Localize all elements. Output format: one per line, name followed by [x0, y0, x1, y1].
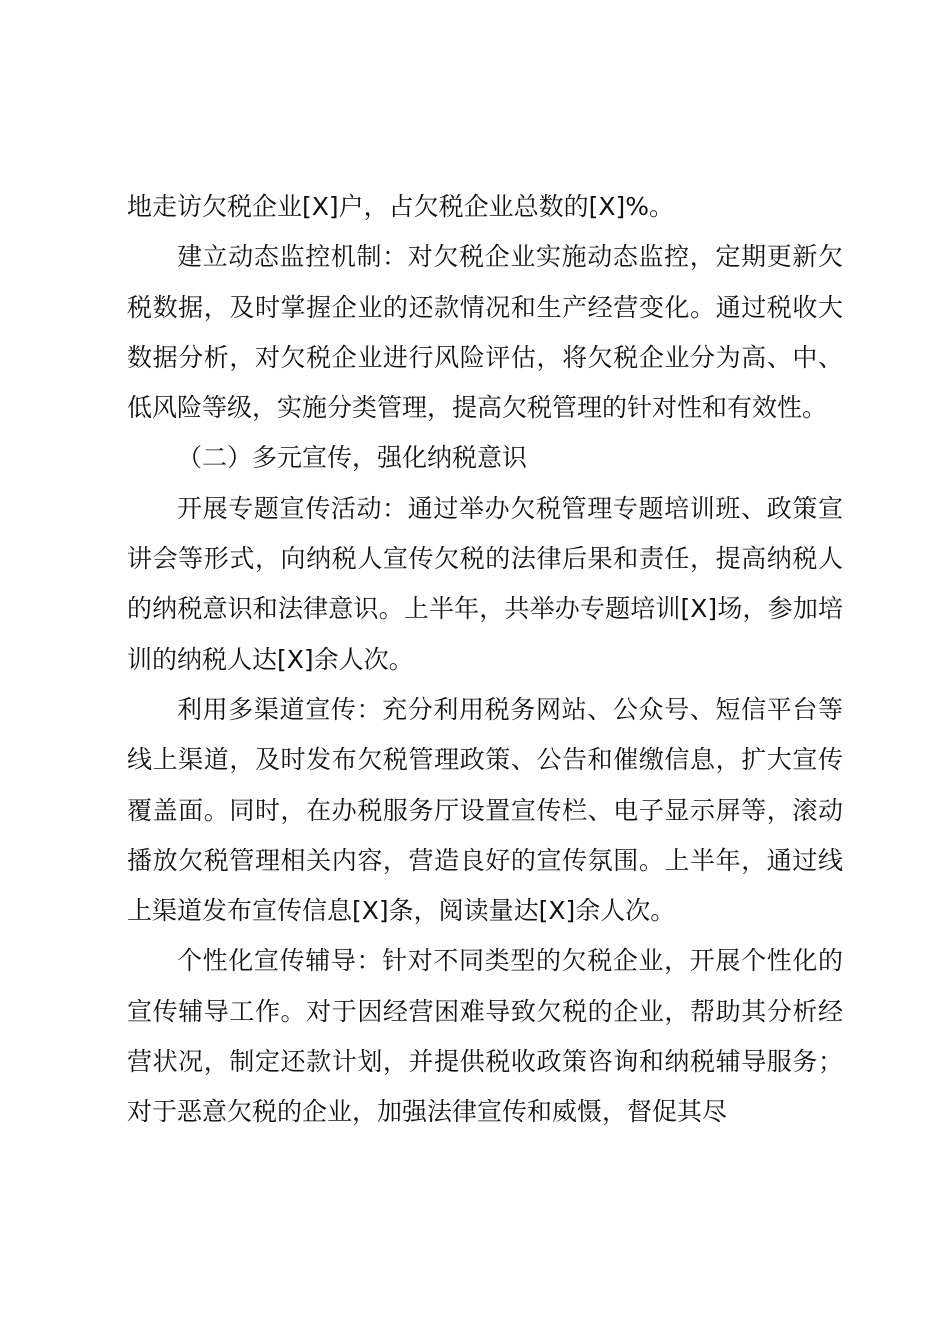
document-body [127, 182, 843, 1138]
paragraph-multichannel: 利用多渠道宣传：充分利用税务网站、公众号、短信平台等线上渠道，及时发布欠税管理政策、公告和催缴信息，扩大宣传覆盖面。同时，在办税服务厅设置宣传栏、电子显示屏等，滚动播放欠税管理相关内容，营造良好的宣传氛围。上半年，通过线上渠道发布宣传信息[X]条，阅读量达[X]余人次。 [127, 694, 843, 926]
paragraph-personalized: 个性化宣传辅导：针对不同类型的欠税企业，开展个性化的宣传辅导工作。对于因经营困难导致欠税的企业，帮助其分析经营状况，制定还款计划，并提供税收政策咨询和纳税辅导服务；对于恶意欠税的企业，加强法律宣传和威慑，督促其尽 [127, 946, 843, 1127]
paragraph-dynamic-monitoring: 建立动态监控机制：对欠税企业实施动态监控，定期更新欠税数据，及时掌握企业的还款情况和生产经营变化。通过税收大数据分析，对欠税企业进行风险评估，将欠税企业分为高、中、低风险等级，实施分类管理，提高欠税管理的针对性和有效性。 [127, 242, 843, 423]
section-heading: （二）多元宣传，强化纳税意识 [177, 443, 528, 473]
paragraph-continuation: 地走访欠税企业[X]户，占欠税企业总数的[X]%。 [127, 192, 675, 221]
paragraph-special-campaign: 开展专题宣传活动：通过举办欠税管理专题培训班、政策宣讲会等形式，向纳税人宣传欠税的法律后果和责任，提高纳税人的纳税意识和法律意识。上半年，共举办专题培训[X]场，参加培训的纳税人达[X]余人次。 [127, 493, 843, 674]
